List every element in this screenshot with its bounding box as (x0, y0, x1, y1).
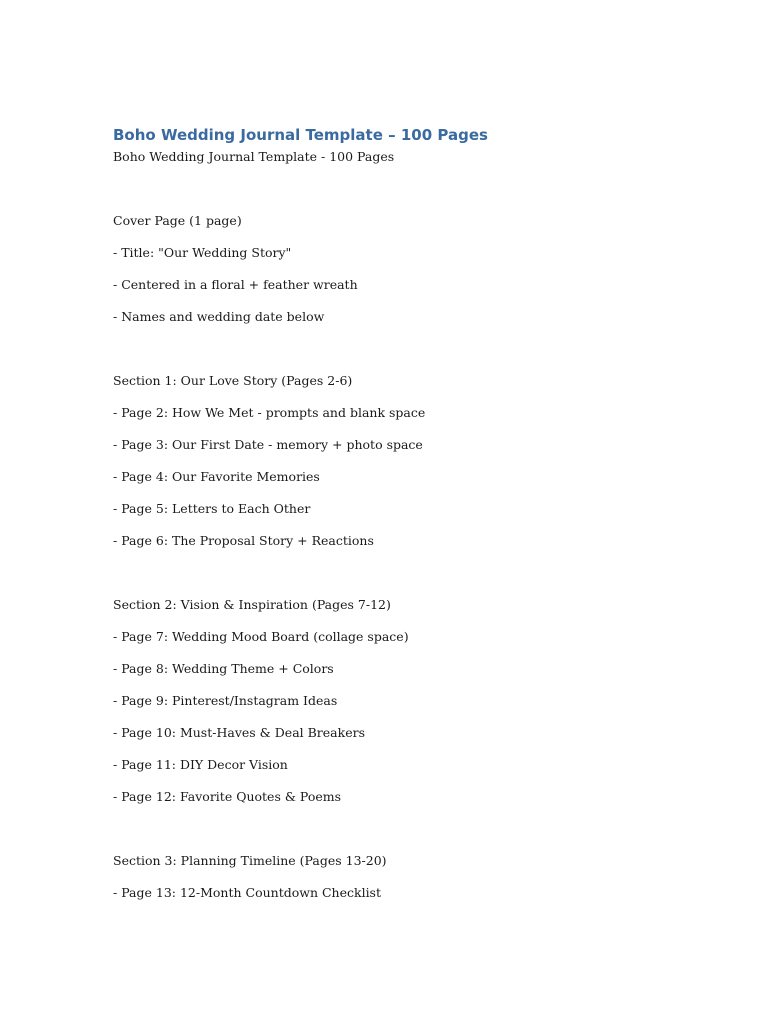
section-vision (113, 594, 673, 818)
list-item: - Page 7: Wedding Mood Board (collage space) (113, 629, 409, 644)
document-heading: Boho Wedding Journal Template – 100 Pages (113, 126, 488, 144)
section-title: Cover Page (1 page) (113, 213, 242, 228)
spacer (113, 338, 673, 370)
list-item: - Page 6: The Proposal Story + Reactions (113, 533, 374, 548)
list-item: - Centered in a floral + feather wreath (113, 277, 358, 292)
list-item: - Page 4: Our Favorite Memories (113, 469, 320, 484)
list-item: - Title: "Our Wedding Story" (113, 245, 292, 260)
section-title: Section 3: Planning Timeline (Pages 13-20) (113, 853, 387, 868)
section-planning (113, 850, 673, 914)
list-item: - Page 5: Letters to Each Other (113, 501, 311, 516)
list-item: - Page 2: How We Met - prompts and blank space (113, 405, 426, 420)
list-item: - Page 3: Our First Date - memory + photo space (113, 437, 423, 452)
list-item: - Page 12: Favorite Quotes & Poems (113, 789, 342, 804)
section-cover (113, 210, 673, 338)
section-title: Section 2: Vision & Inspiration (Pages 7-12) (113, 597, 391, 612)
section-love-story (113, 370, 673, 562)
spacer (113, 818, 673, 850)
document-subtitle: Boho Wedding Journal Template - 100 Pages (113, 149, 395, 164)
spacer (113, 178, 673, 210)
section-title: Section 1: Our Love Story (Pages 2-6) (113, 373, 353, 388)
list-item: - Page 10: Must-Haves & Deal Breakers (113, 725, 365, 740)
list-item: - Page 9: Pinterest/Instagram Ideas (113, 693, 338, 708)
spacer (113, 562, 673, 594)
list-item: - Page 11: DIY Decor Vision (113, 757, 288, 772)
list-item: - Page 13: 12-Month Countdown Checklist (113, 885, 381, 900)
list-item: - Names and wedding date below (113, 309, 325, 324)
document-body (113, 124, 673, 914)
list-item: - Page 8: Wedding Theme + Colors (113, 661, 334, 676)
